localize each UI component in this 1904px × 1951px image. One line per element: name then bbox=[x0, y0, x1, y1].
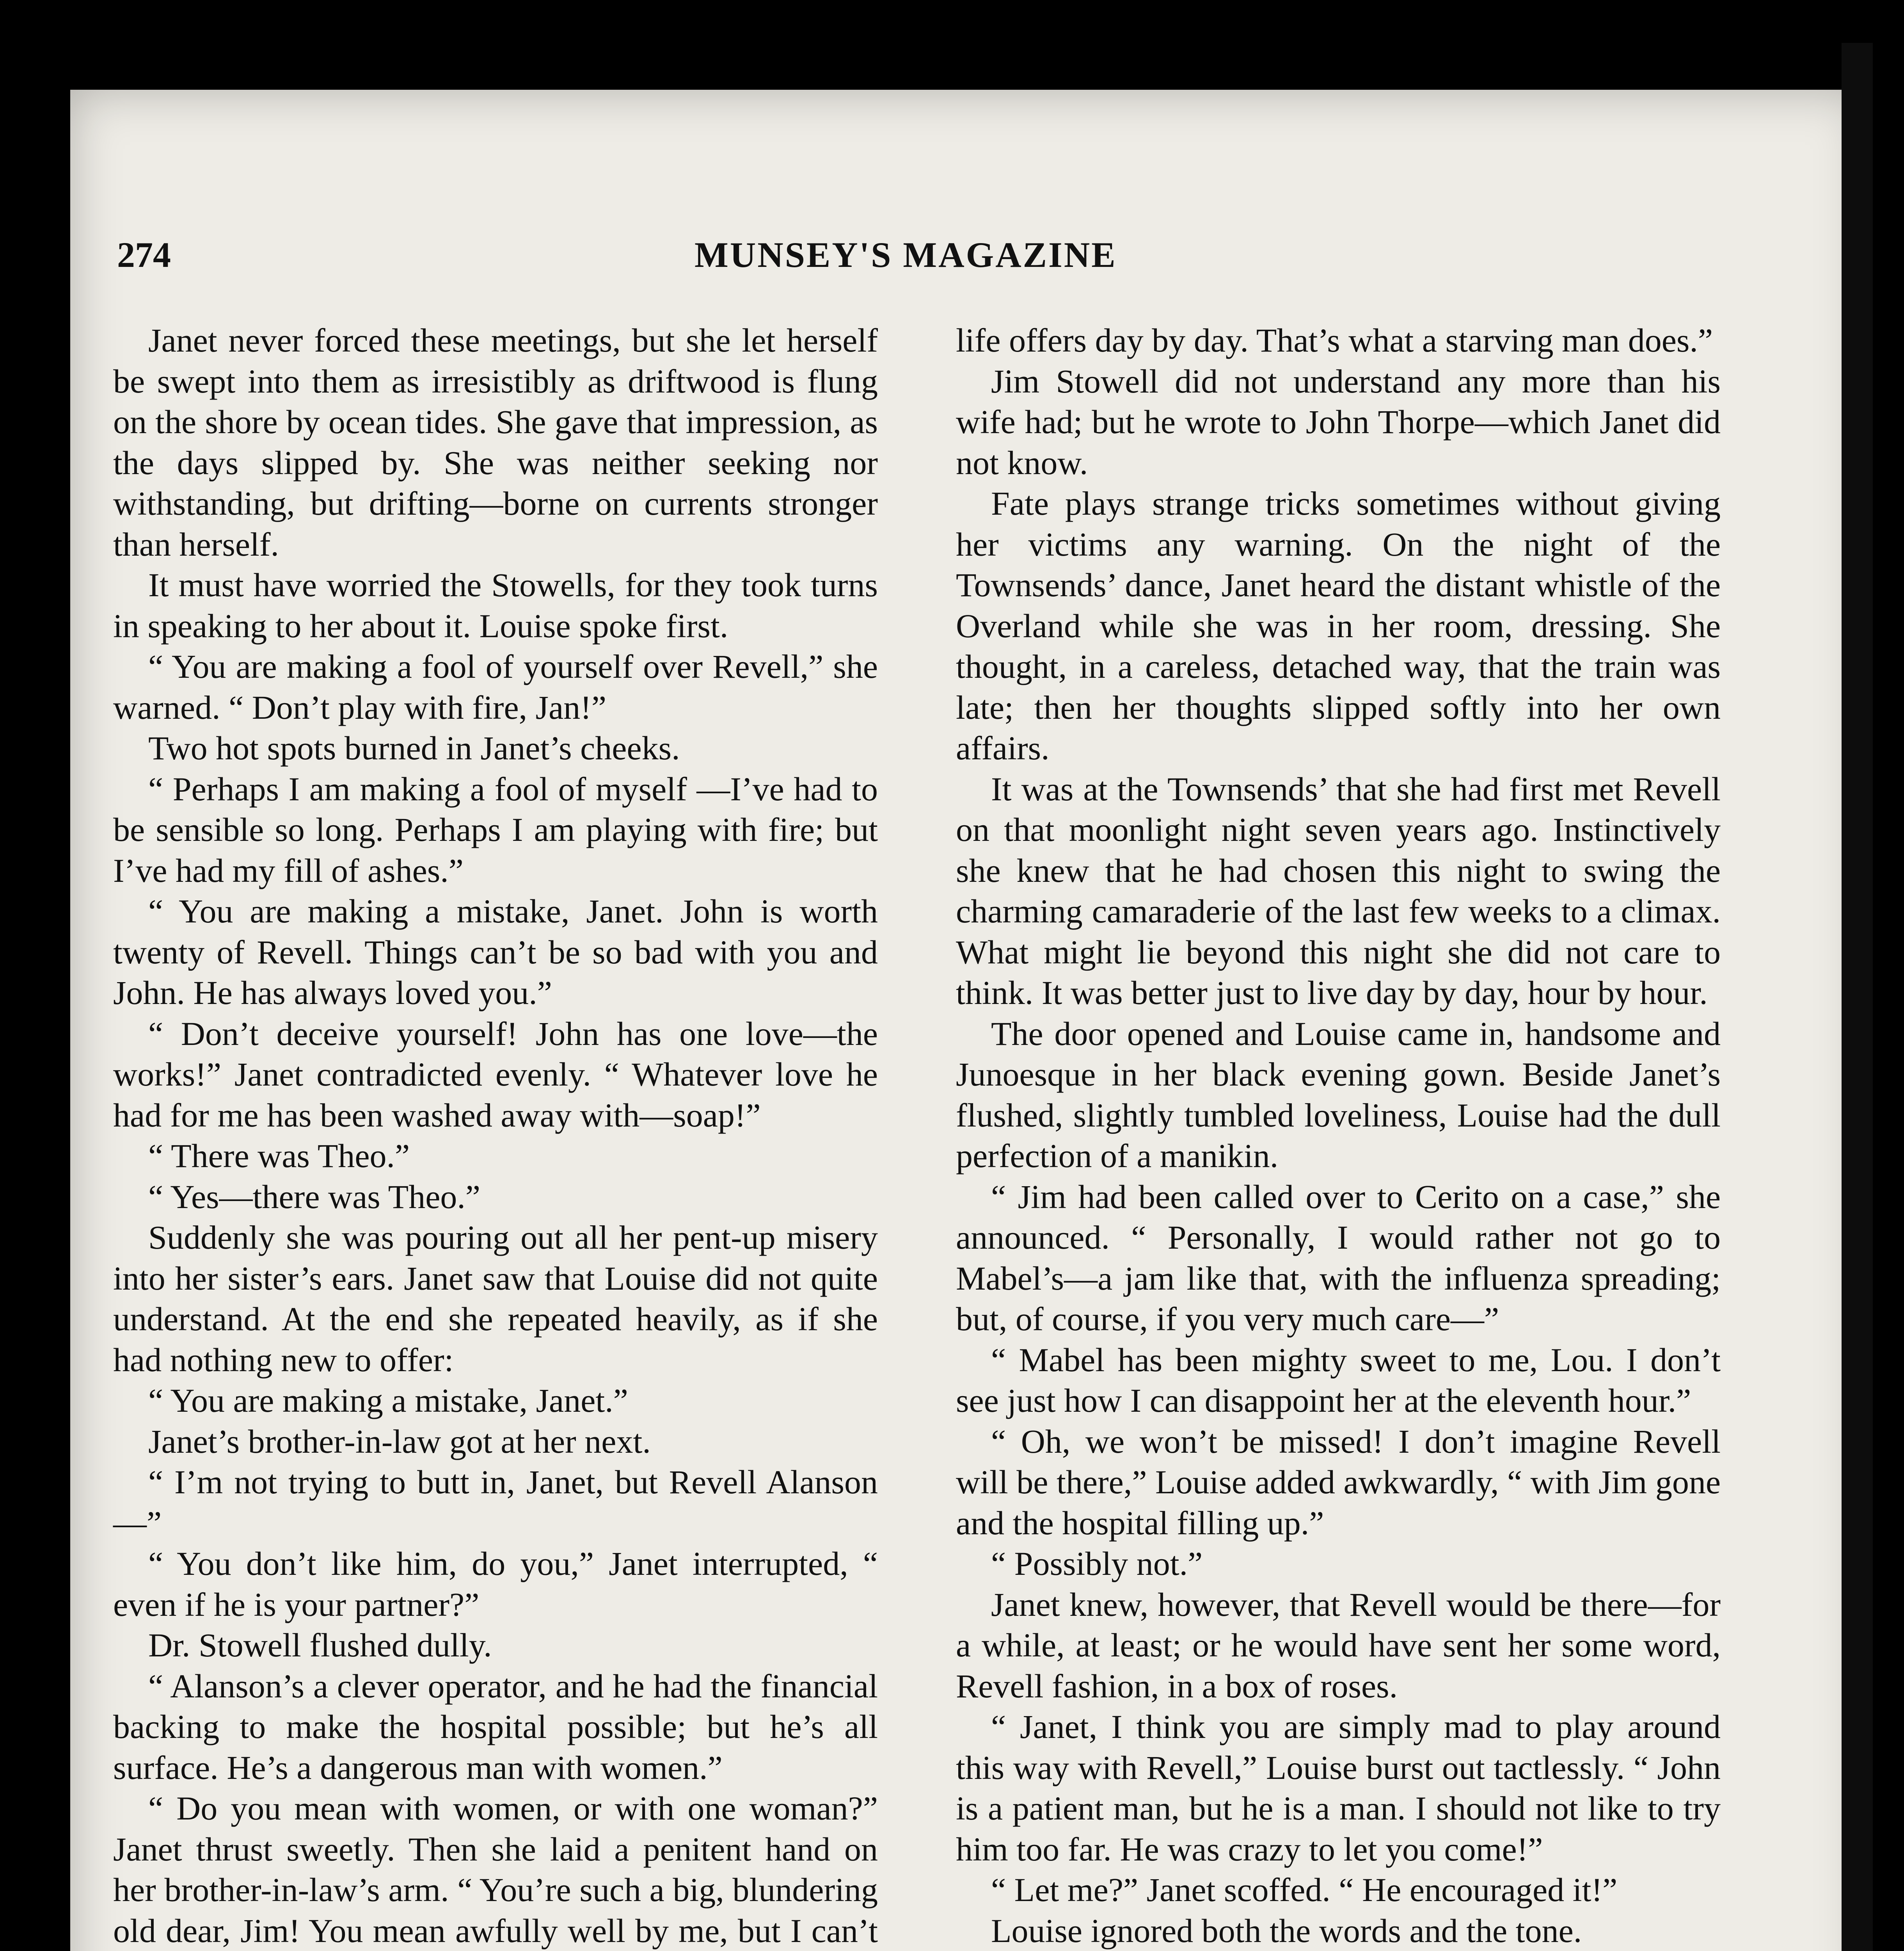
book-spine-shadow bbox=[1842, 43, 1873, 1951]
paragraph: “ Yes—there was Theo.” bbox=[148, 1178, 481, 1215]
paragraph: Janet knew, however, that Revell would be there—for a while, at least; or he would have sent her some word, Revell fashion, in a box of roses. bbox=[956, 1585, 1721, 1705]
page-number: 274 bbox=[117, 235, 171, 275]
paragraph: “ Don’t deceive yourself! John has one love—the works!” Janet contradicted evenly. “ Whatever love he had for me has been washed away with—soap!” bbox=[113, 1015, 878, 1134]
paragraph: The door opened and Louise came in, handsome and Junoesque in her black evening gown. Beside Janet’s flushed, slightly tumbled loveliness, Louise had the dull perfection of a manikin. bbox=[956, 1015, 1721, 1175]
paragraph: “ Oh, we won’t be missed! I don’t imagine Revell will be there,” Louise added awkwardly, “ with Jim gone and the hospital filling up.” bbox=[956, 1422, 1721, 1542]
paragraph: Louise ignored both the words and the tone. bbox=[991, 1912, 1582, 1949]
paragraph: “ You are making a mistake, Janet. John is worth twenty of Revell. Things can’t be so bad with you and John. He has always loved you.” bbox=[113, 892, 878, 1011]
paragraph: Janet never forced these meetings, but she let herself be swept into them as irresistibly as driftwood is flung on the shore by ocean tides. She gave that impression, as the days slipped by. She was neither seeking nor withstanding, but drifting—borne on currents stronger than herself. bbox=[113, 322, 878, 563]
paragraph: “ Perhaps I am making a fool of myself —I’ve had to be sensible so long. Perhaps I am playing with fire; but I’ve had my fill of ashes.” bbox=[113, 770, 878, 889]
paragraph: Two hot spots burned in Janet’s cheeks. bbox=[148, 729, 680, 767]
paragraph: “ Let me?” Janet scoffed. “ He encouraged it!” bbox=[991, 1871, 1618, 1908]
paragraph: It must have worried the Stowells, for they took turns in speaking to her about it. Louise spoke first. bbox=[113, 566, 878, 645]
paragraph: Dr. Stowell flushed dully. bbox=[148, 1626, 492, 1664]
page-header bbox=[117, 234, 1693, 281]
paragraph: Janet’s brother-in-law got at her next. bbox=[148, 1422, 651, 1460]
paragraph: “ There was Theo.” bbox=[148, 1137, 410, 1175]
right-column bbox=[956, 320, 1721, 1951]
paragraph: “ You are making a mistake, Janet.” bbox=[148, 1382, 628, 1419]
paragraph: “ You are making a fool of yourself over Revell,” she warned. “ Don’t play with fire, Jan!” bbox=[113, 648, 878, 726]
paragraph: Suddenly she was pouring out all her pent-up misery into her sister’s ears. Janet saw that Louise did not quite understand. At the end she repeated heavily, as if she had nothing new to offer: bbox=[113, 1219, 878, 1379]
left-column bbox=[113, 320, 878, 1951]
paragraph: “ You don’t like him, do you,” Janet interrupted, “ even if he is your partner?” bbox=[113, 1545, 878, 1623]
paragraph: “ I’m not trying to butt in, Janet, but Revell Alanson—” bbox=[113, 1463, 878, 1542]
paragraph: “ Mabel has been mighty sweet to me, Lou. I don’t see just how I can disappoint her at the eleventh hour.” bbox=[956, 1341, 1721, 1419]
paragraph: “ Alanson’s a clever operator, and he had the financial backing to make the hospital possible; but he’s all surface. He’s a dangerous man with women.” bbox=[113, 1667, 878, 1786]
paragraph: It was at the Townsends’ that she had first met Revell on that moonlight night seven years ago. Instinctively she knew that he had chosen this night to swing the charming camaraderie of the last few weeks to a climax. What might lie beyond this night she did not care to think. It was better just to live day by day, hour by hour. bbox=[956, 770, 1721, 1011]
paragraph: “ Possibly not.” bbox=[991, 1545, 1203, 1582]
paragraph: Fate plays strange tricks sometimes without giving her victims any warning. On the night of the Townsends’ dance, Janet heard the distant whistle of the Overland while she was in her room, dressing. She thought, in a careless, detached way, that the train was late; then her thoughts slipped softly into her own affairs. bbox=[956, 485, 1721, 767]
paragraph: “ Do you mean with women, or with one woman?” Janet thrust sweetly. Then she laid a penitent hand on her brother-in-law’s arm. “ You’re such a big, blundering old dear, Jim! You mean awfully well by me, but I can’t bbox=[113, 1789, 878, 1949]
paragraph: “ Janet, I think you are simply mad to play around this way with Revell,” Louise burst out tactlessly. “ John is a patient man, but he is a man. I should not like to try him too far. He was crazy to let you come!” bbox=[956, 1708, 1721, 1868]
paragraph: Jim Stowell did not understand any more than his wife had; but he wrote to John Thorpe—which Janet did not know. bbox=[956, 362, 1721, 482]
paragraph: “ Jim had been called over to Cerito on a case,” she announced. “ Personally, I would rather not go to Mabel’s—a jam like that, with the influenza spreading; but, of course, if you very much care—” bbox=[956, 1178, 1721, 1338]
paragraph: life offers day by day. That’s what a starving man does.” bbox=[956, 322, 1713, 359]
running-title: MUNSEY'S MAGAZINE bbox=[694, 235, 1117, 275]
